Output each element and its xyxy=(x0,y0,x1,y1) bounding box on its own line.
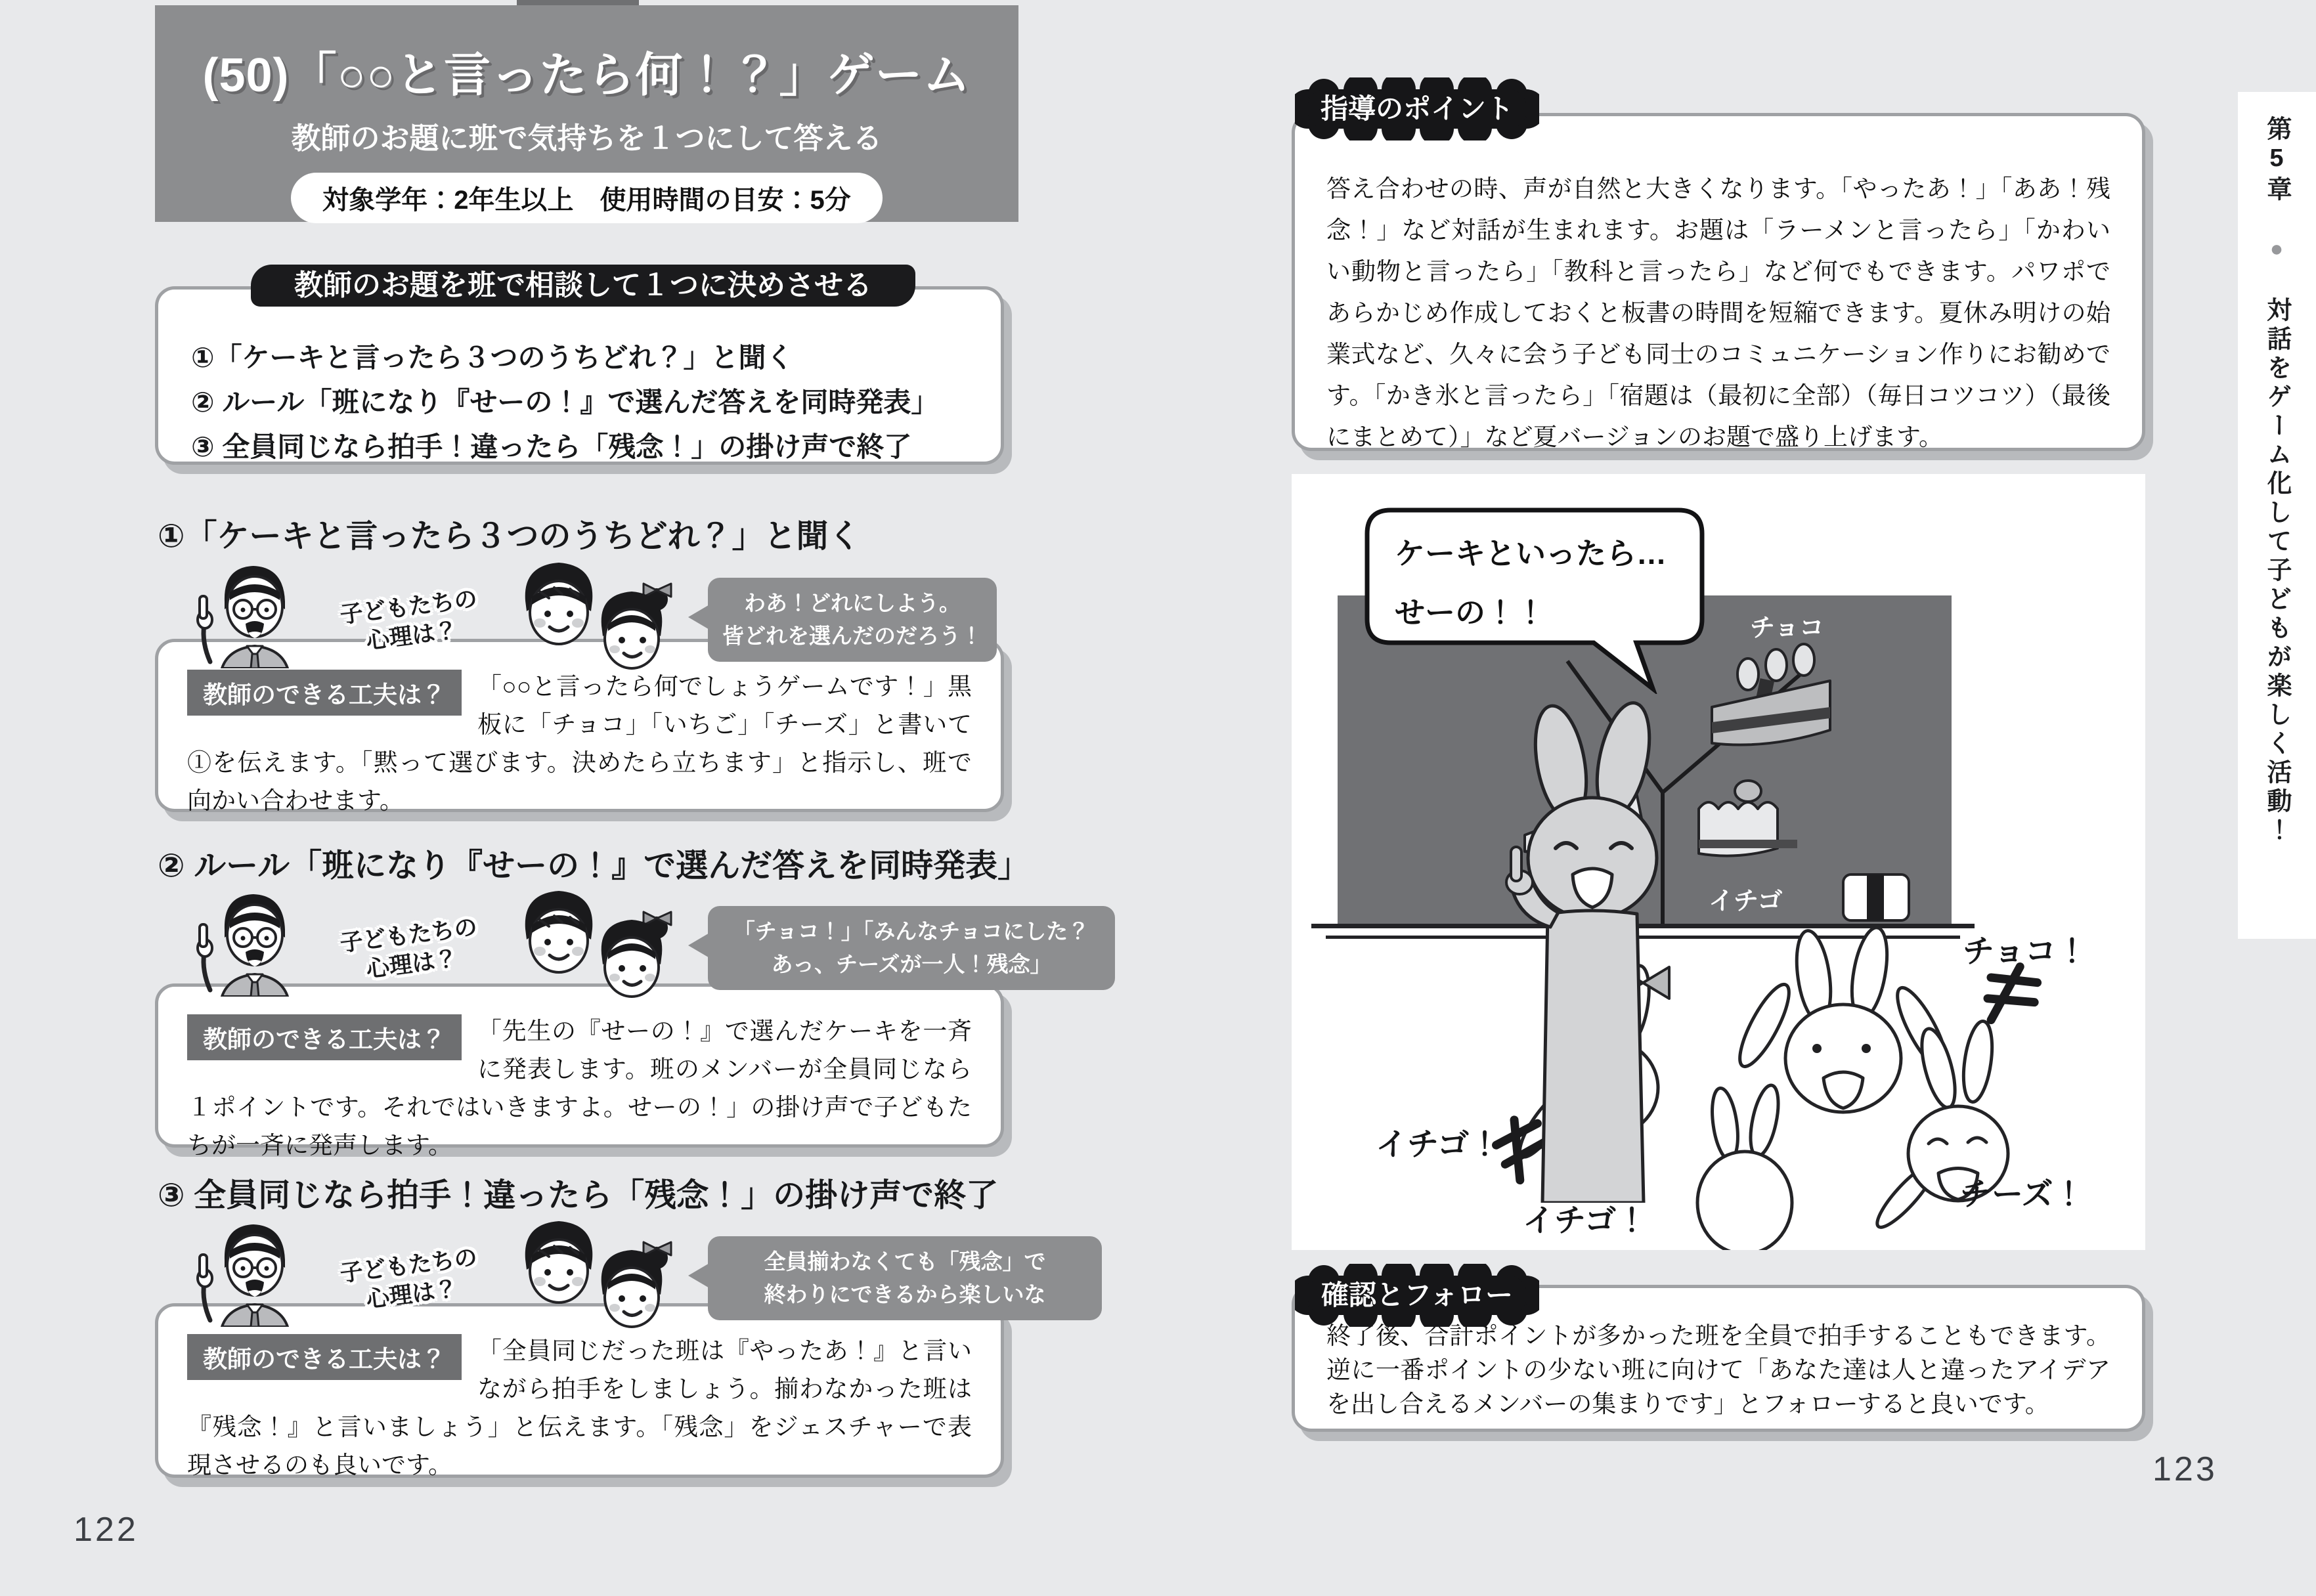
teacher-avatar xyxy=(190,1217,306,1327)
shout-strawberry-1: イチゴ！ xyxy=(1376,1127,1501,1162)
shout-choco: チョコ！ xyxy=(1963,934,2088,969)
page-subtitle: 教師のお題に班で気持ちを１つにして答える xyxy=(291,121,883,155)
shout-cheese: チーズ！ xyxy=(1960,1177,2085,1212)
chalk-box-icon xyxy=(1843,874,1909,920)
girl-avatar xyxy=(591,1241,674,1339)
guidance-points-box xyxy=(1292,113,2145,451)
grade-time-pill: 対象学年：2年生以上 使用時間の目安：5分 xyxy=(291,173,883,223)
girl-avatar xyxy=(591,911,674,1009)
chapter-title: 対話をゲーム化して子どもが楽しく活動！ xyxy=(2263,297,2290,846)
guidance-body: 答え合わせの時、声が自然と大きくなります。「やったあ！」「ああ！残念！」など対話が生まれます。お題は「ラーメンと言ったら」「かわいい動物と言ったら」「教科と言ったら」など何でもできます。パワポであらかじめ作成しておくと板書の時間を短縮できます。夏休み明けの始業式など、久々に会う子ども同士のコミュニケーション作りにお勧めです。「かき氷と言ったら」「宿題は（最初に全部）（毎日コツコツ）（最後にまとめて）」など夏バージョンのお題で盛り上げます。 xyxy=(1326,176,2110,451)
children-speech-bubble: 全員揃わなくても「残念」で 終わりにできるから楽しいな xyxy=(708,1236,1102,1320)
section-2-heading: ② ルール「班になり『せーの！』で選んだ答えを同時発表」 xyxy=(158,848,1030,884)
children-speech-bubble: わあ！どれにしよう。 皆どれを選んだのだろう！ xyxy=(708,578,997,662)
teacher-avatar xyxy=(190,886,306,997)
rabbit-teacher-illustration xyxy=(1482,691,1709,1203)
children-psychology-label: 子どもたちの 心理は？ xyxy=(338,914,479,983)
section-3-cast-row xyxy=(185,1213,1118,1377)
children-psychology-label: 子どもたちの 心理は？ xyxy=(338,1244,479,1313)
classroom-illustration xyxy=(1292,474,2145,1250)
girl-avatar xyxy=(591,582,674,681)
section-1-heading: ①「ケーキと言ったら３つのうちどれ？」と聞く xyxy=(158,519,861,554)
overview-header: 教師のお題を班で相談して１つに決めさせる xyxy=(251,265,915,307)
chapter-side-tab xyxy=(2238,92,2316,939)
section-3-heading: ③ 全員同じなら拍手！違ったら「残念！」の掛け声で終了 xyxy=(158,1178,999,1213)
page-title: (50)「○○と言ったら何！？」ゲーム xyxy=(202,49,971,102)
strawberry-cake-icon xyxy=(1699,781,1797,856)
board-label-strawberry: イチゴ xyxy=(1709,888,1783,915)
children-speech-bubble: 「チョコ！」「みんなチョコにした？ あっ、チーズが一人！残念」 xyxy=(708,906,1115,990)
overview-box xyxy=(155,286,1004,465)
overview-step-3: ③ 全員同じなら拍手！違ったら「残念！」の掛け声で終了 xyxy=(191,431,912,462)
overview-step-2: ② ルール「班になり『せーの！』で選んだ答えを同時発表」 xyxy=(191,387,939,418)
rabbit-speech-bubble xyxy=(1361,504,1709,694)
section-2-body: 「先生の『せーの！』で選んだケーキを一斉に発表します。班のメンバーが全員同じなら１ポイントです。それではいきますよ。せーの！」の掛け声で子どもたちが一斉に発声します。 xyxy=(187,1018,972,1159)
board-label-choco: チョコ xyxy=(1750,615,1824,642)
children-psychology-label: 子どもたちの 心理は？ xyxy=(338,586,479,655)
chocolate-cake-icon xyxy=(1712,644,1830,745)
chapter-bullet-icon: ● xyxy=(2264,236,2289,265)
svg-text:せーの！！: せーの！！ xyxy=(1395,595,1546,630)
chapter-number: 第5章 xyxy=(2263,116,2290,205)
section-1-cast-row xyxy=(185,555,1118,719)
section-1-body: 「○○と言ったら何でしょうゲームです！」黒板に「チョコ」「いちご」「チーズ」と書いて①を伝えます。「黙って選びます。決めたら立ちます」と指示し、班で向かい合わせます。 xyxy=(187,674,972,815)
teacher-tip-badge: 教師のできる工夫は？ xyxy=(187,1334,462,1380)
svg-text:指導のポイント: 指導のポイント xyxy=(1320,93,1514,124)
title-block xyxy=(155,5,1018,222)
section-3-body: 「全員同じだった班は『やったあ！』と言いながら拍手をしましょう。揃わなかった班は『残念！』と言いましょう」と伝えます。「残念」をジェスチャーで表現させるのも良いです。 xyxy=(187,1338,972,1479)
follow-up-label xyxy=(1295,1264,1539,1327)
page-number-right: 123 xyxy=(2152,1450,2218,1488)
svg-text:ケーキといったら…: ケーキといったら… xyxy=(1395,536,1667,571)
page-number-left: 122 xyxy=(74,1511,139,1549)
cheering-rabbit xyxy=(1731,927,1955,1112)
guidance-points-label xyxy=(1295,77,1539,140)
shout-strawberry-2: イチゴ！ xyxy=(1523,1203,1648,1238)
follow-up-body: 終了後、合計ポイントが多かった班を全員で拍手することもできます。逆に一番ポイントの少ない班に向けて「あなた達は人と違ったアイデアを出し合えるメンバーの集まりです」とフォローすると良いです。 xyxy=(1326,1323,2110,1418)
teacher-tip-badge: 教師のできる工夫は？ xyxy=(187,1014,462,1060)
back-view-rabbit xyxy=(1697,1083,1792,1250)
teacher-avatar xyxy=(190,558,306,668)
section-2-cast-row xyxy=(185,883,1118,1047)
teacher-tip-badge: 教師のできる工夫は？ xyxy=(187,670,462,716)
svg-text:確認とフォロー: 確認とフォロー xyxy=(1321,1280,1513,1310)
overview-step-1: ①「ケーキと言ったら３つのうちどれ？」と聞く xyxy=(191,342,794,373)
chapter-side-text xyxy=(2259,116,2295,939)
